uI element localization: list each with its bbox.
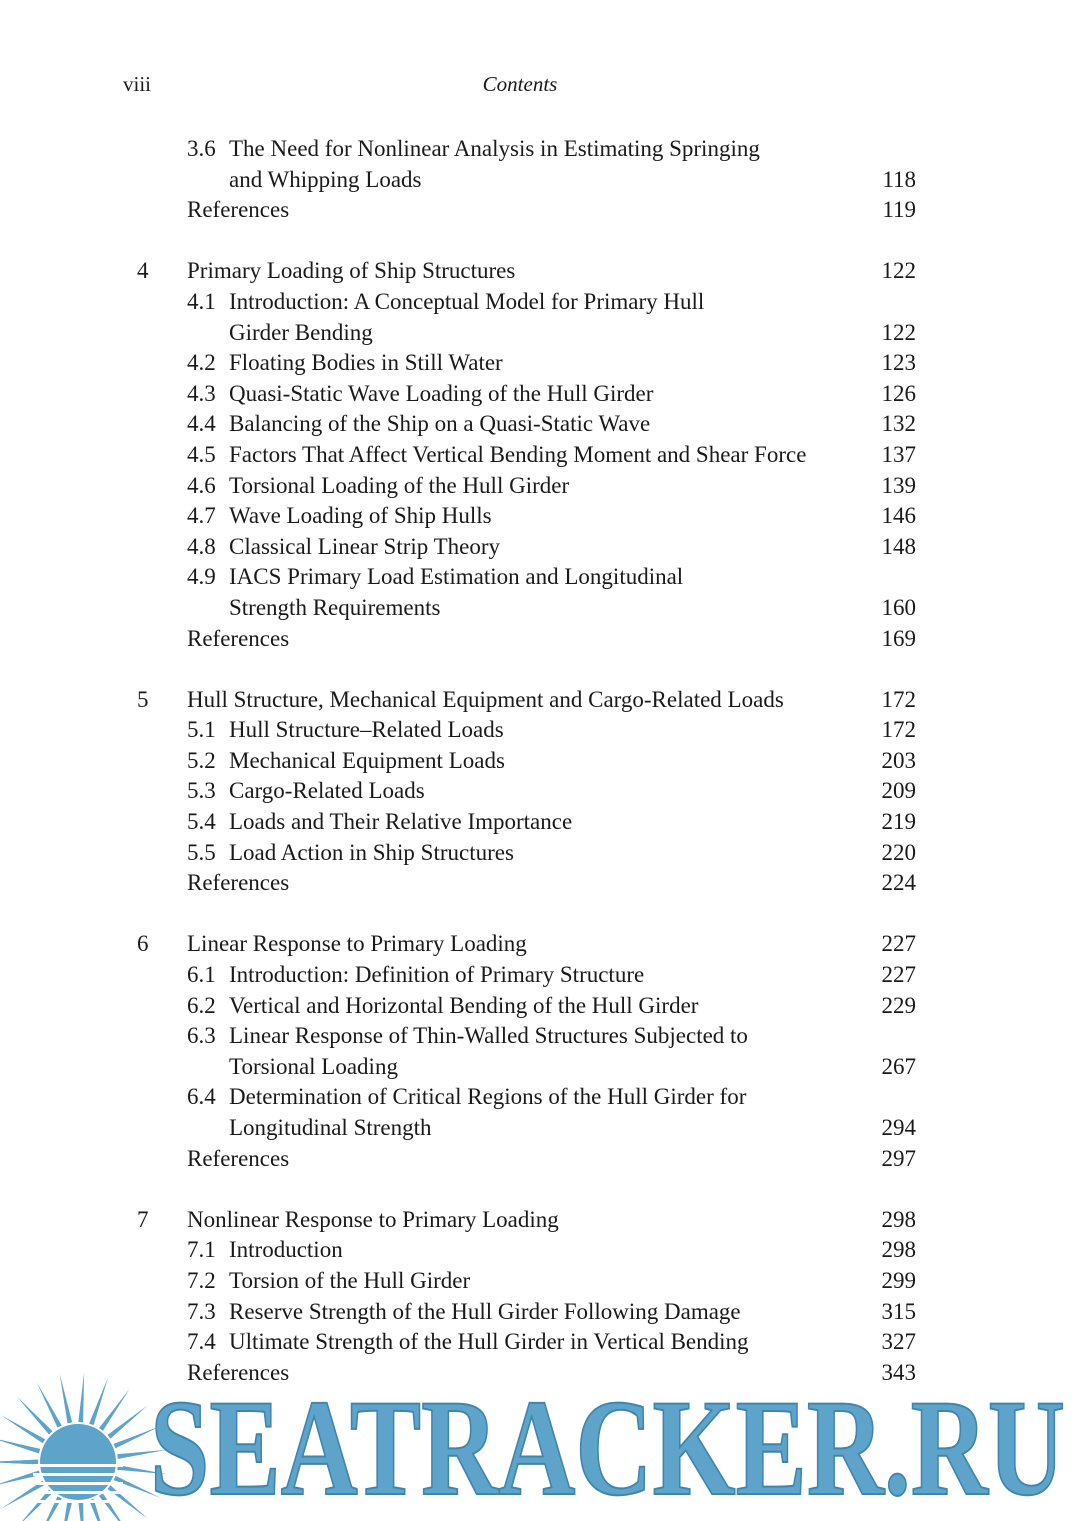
toc-section-entry[interactable] [0,562,1080,593]
section-number: 6.4 [187,1084,216,1110]
section-number: 7.1 [187,1237,216,1263]
section-title: Quasi-Static Wave Loading of the Hull Girder [229,380,654,406]
running-title: Contents [482,72,558,96]
toc-section-entry[interactable] [0,379,1080,410]
section-title: The Need for Nonlinear Analysis in Estimating Springing [229,136,760,161]
page-ref: 118 [882,166,916,192]
toc-section-entry[interactable] [0,1266,1080,1297]
section-number: 4.8 [187,533,216,559]
page-ref: 315 [881,1298,916,1324]
toc-section-entry[interactable] [0,440,1080,471]
page-ref: 139 [881,472,916,498]
section-title: Introduction [229,1237,343,1263]
section-title: Vertical and Horizontal Bending of the Hull Girder [229,992,699,1018]
page-ref: 203 [881,747,916,773]
section-title-continued: Longitudinal Strength [229,1115,432,1140]
section-number: 7.3 [187,1298,216,1324]
section-title: Load Action in Ship Structures [229,839,514,865]
toc-section-entry[interactable] [0,807,1080,838]
references-label: References [187,625,290,651]
page-ref: 227 [881,962,916,988]
toc-section-entry[interactable] [0,991,1080,1022]
section-number: 7.2 [187,1267,216,1293]
toc-section-entry[interactable] [0,471,1080,502]
section-title: Cargo-Related Loads [229,778,425,804]
page-ref: 132 [881,411,916,437]
toc-section-entry[interactable] [0,134,1080,165]
chapter-title: Linear Response to Primary Loading [187,931,527,957]
references-label: References [187,1359,290,1385]
section-title: Torsion of the Hull Girder [229,1267,471,1293]
toc-section-entry[interactable] [0,1021,1080,1052]
page-number: viii [123,72,152,96]
page-ref: 294 [881,1115,916,1140]
section-title: Hull Structure–Related Loads [229,717,504,743]
page-ref: 122 [881,319,916,345]
toc-section-entry[interactable] [0,1113,1080,1144]
page-ref: 122 [881,258,916,284]
chapter-number: 4 [137,258,149,284]
section-title: Ultimate Strength of the Hull Girder in Vertical Bending [229,1329,749,1355]
section-title: Classical Linear Strip Theory [229,533,501,559]
section-title: Wave Loading of Ship Hulls [229,503,492,529]
toc-section-entry[interactable] [0,838,1080,869]
section-number: 5.2 [187,747,216,773]
toc-section-entry[interactable] [0,532,1080,563]
section-title: Determination of Critical Regions of the Hull Girder for [229,1084,747,1110]
page-ref: 209 [881,778,916,804]
section-number: 5.4 [187,809,216,835]
section-title: Introduction: A Conceptual Model for Primary Hull [229,288,705,314]
chapter-title: Primary Loading of Ship Structures [187,258,516,284]
section-title: Introduction: Definition of Primary Structure [229,962,645,988]
chapter-number: 6 [137,931,149,957]
toc-section-entry[interactable] [0,776,1080,807]
toc-section-entry[interactable] [0,348,1080,379]
section-number: 4.9 [187,564,216,590]
toc-references-entry[interactable] [0,195,1080,226]
chapter-title: Hull Structure, Mechanical Equipment and Cargo-Related Loads [187,686,784,712]
page-ref: 148 [881,533,916,559]
toc-chapter-entry[interactable] [0,1205,1080,1236]
toc-references-entry[interactable] [0,624,1080,655]
section-number: 3.6 [187,136,216,161]
references-label: References [187,1145,290,1171]
page-ref: 160 [881,594,916,620]
spacer [0,1174,1080,1205]
page-ref: 267 [881,1053,916,1079]
page-ref: 137 [881,441,916,467]
section-title: Reserve Strength of the Hull Girder Following Damage [229,1298,741,1324]
chapter-title: Nonlinear Response to Primary Loading [187,1206,559,1232]
section-number: 5.1 [187,717,216,743]
section-title: Factors That Affect Vertical Bending Moment and Shear Force [229,441,807,467]
toc-section-entry[interactable] [0,746,1080,777]
section-number: 4.4 [187,411,216,437]
section-number: 5.5 [187,839,216,865]
page-ref: 299 [881,1267,916,1293]
section-number: 4.2 [187,350,216,376]
section-number: 5.3 [187,778,216,804]
section-title: Mechanical Equipment Loads [229,747,505,773]
section-title-continued: Torsional Loading [229,1053,398,1079]
chapter-number: 5 [137,686,149,712]
toc-section-entry[interactable] [0,715,1080,746]
spacer [0,899,1080,930]
section-title: Linear Response of Thin-Walled Structures Subjected to [229,1023,748,1049]
section-title-continued: Strength Requirements [229,594,441,620]
toc-section-entry[interactable] [0,287,1080,318]
section-number: 6.2 [187,992,216,1018]
section-title: Torsional Loading of the Hull Girder [229,472,570,498]
toc-section-entry[interactable] [0,960,1080,991]
page-ref: 297 [881,1145,916,1171]
section-number: 4.1 [187,288,216,314]
toc-section-entry[interactable] [0,1297,1080,1328]
page-ref: 227 [881,931,916,957]
references-label: References [187,197,290,223]
toc-section-entry[interactable] [0,409,1080,440]
toc-references-entry[interactable] [0,868,1080,899]
page-ref: 343 [881,1359,916,1385]
section-title-continued: and Whipping Loads [229,166,422,192]
page-ref: 220 [881,839,916,865]
toc-section-entry[interactable] [0,1052,1080,1083]
page-ref: 146 [881,503,916,529]
section-number: 6.3 [187,1023,216,1049]
page-ref: 126 [881,380,916,406]
section-number: 4.6 [187,472,216,498]
page-ref: 169 [881,625,916,651]
toc-section-entry[interactable] [0,1082,1080,1113]
section-title: IACS Primary Load Estimation and Longitudinal [229,564,684,590]
table-of-contents [0,134,1080,1388]
page-ref: 172 [881,686,916,712]
toc-section-entry[interactable] [0,318,1080,349]
section-title: Floating Bodies in Still Water [229,350,503,376]
page-ref: 172 [881,717,916,743]
toc-chapter-entry[interactable] [0,256,1080,287]
section-number: 4.7 [187,503,216,529]
references-label: References [187,870,290,896]
section-number: 7.4 [187,1329,216,1355]
watermark [0,1362,1080,1521]
section-number: 4.5 [187,441,216,467]
section-title: Balancing of the Ship on a Quasi-Static Wave [229,411,651,437]
page-ref: 298 [881,1206,916,1232]
page-header [0,72,1080,102]
toc-section-entry[interactable] [0,1235,1080,1266]
toc-section-entry[interactable] [0,165,1080,196]
page-ref: 298 [881,1237,916,1263]
toc-references-entry[interactable] [0,1144,1080,1175]
page-ref: 224 [881,870,916,896]
page-ref: 119 [882,197,916,223]
chapter-number: 7 [137,1206,149,1232]
page-ref: 229 [881,992,916,1018]
page-ref: 123 [881,350,916,376]
toc-chapter-entry[interactable] [0,929,1080,960]
toc-chapter-entry[interactable] [0,685,1080,716]
page-ref: 327 [881,1329,916,1355]
toc-section-entry[interactable] [0,501,1080,532]
toc-section-entry[interactable] [0,593,1080,624]
section-title: Loads and Their Relative Importance [229,809,573,835]
section-number: 6.1 [187,962,216,988]
sun-logo-icon [0,1372,167,1521]
section-title-continued: Girder Bending [229,319,373,345]
page-ref: 219 [881,809,916,835]
toc-section-entry[interactable] [0,1327,1080,1358]
spacer [0,654,1080,685]
spacer [0,226,1080,257]
watermark-text: SEATRACKER.RU [150,1371,1065,1521]
section-number: 4.3 [187,380,216,406]
